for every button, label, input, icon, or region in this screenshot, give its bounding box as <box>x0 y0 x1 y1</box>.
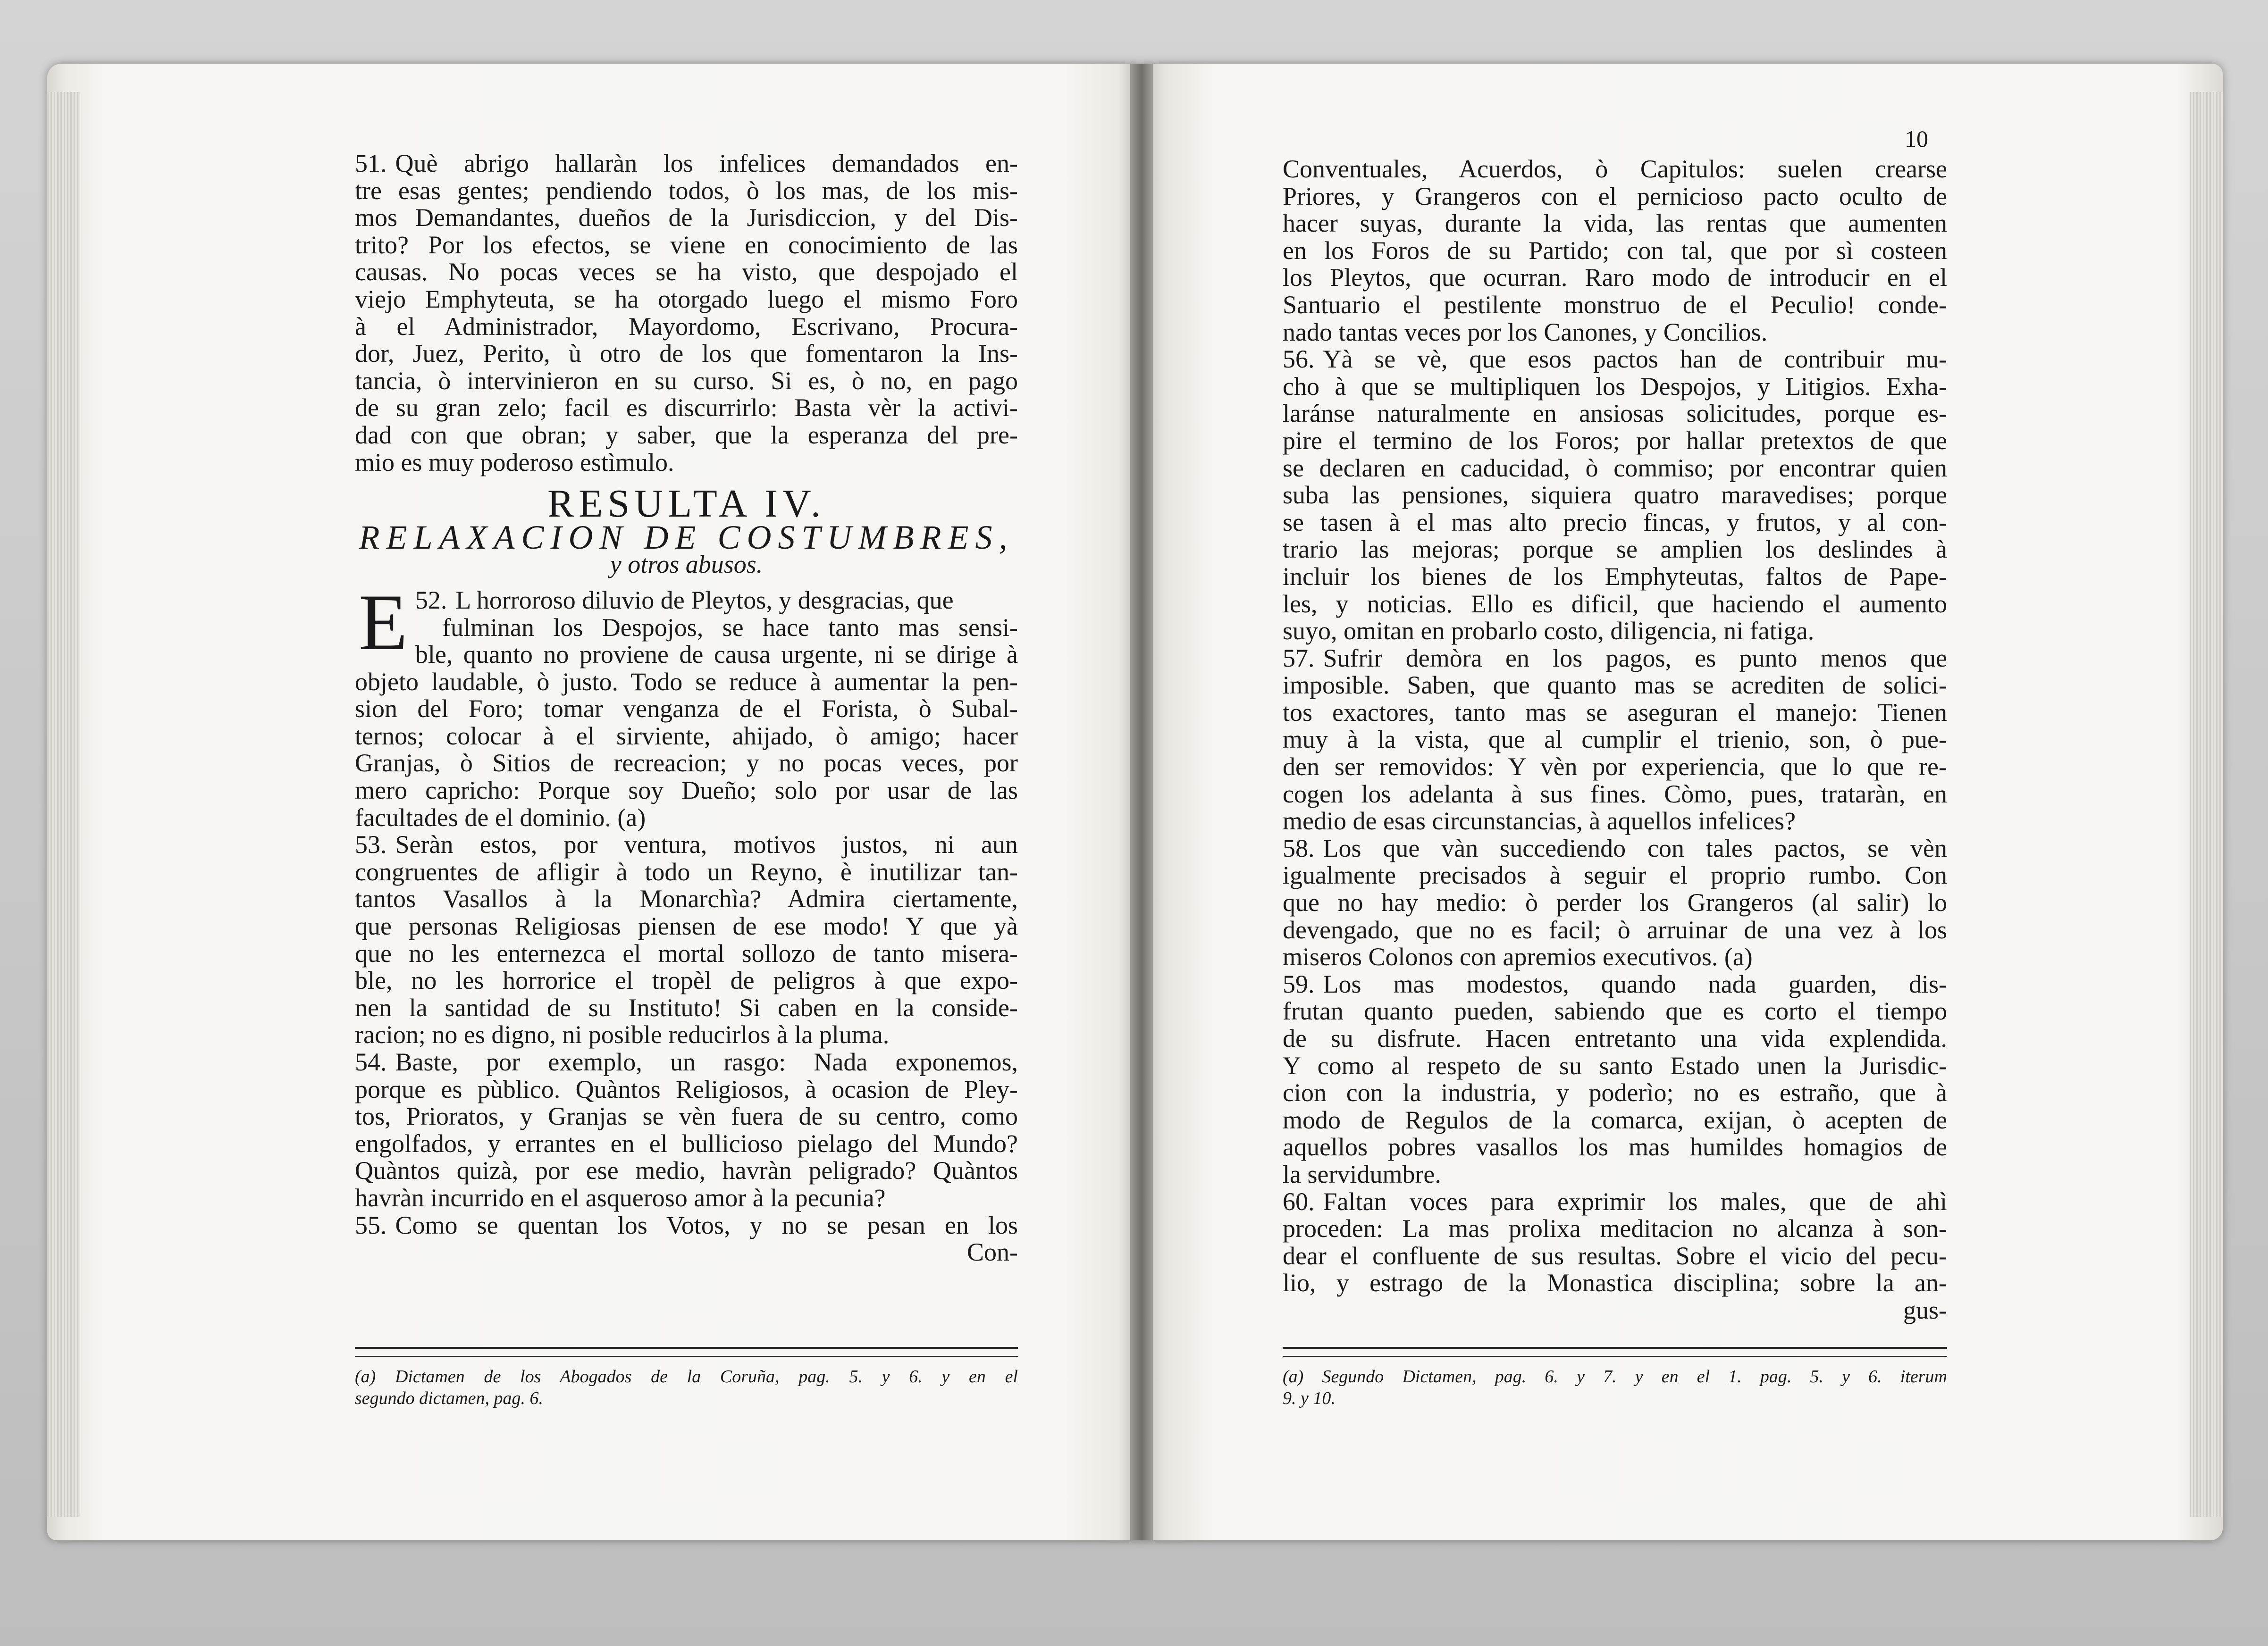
footnote-left <box>355 1366 1018 1409</box>
catchword: Con- <box>967 1238 1018 1267</box>
line: frutan quanto pueden, sabiendo que es corto el tiempo <box>1283 997 1947 1026</box>
line: los Pleytos, que ocurran. Raro modo de introducir en el <box>1283 263 1947 292</box>
line: nen la santidad de su Instituto! Si caben en la conside- <box>355 993 1018 1022</box>
line: tantos Vasallos à la Monarchìa? Admira ciertamente, <box>355 885 1018 913</box>
line: viejo Emphyteuta, se ha otorgado luego el mismo Foro <box>355 284 1018 313</box>
line: tancia, ò intervinieron en su curso. Si es, ò no, en pago <box>355 366 1018 395</box>
line: 55. Como se quentan los Votos, y no se pesan en los <box>355 1211 1018 1239</box>
line: 56. Yà se vè, que esos pactos han de contribuir mu- <box>1283 345 1947 374</box>
section-subheading: RELAXACION DE COSTUMBRES, <box>359 518 1014 556</box>
paragraph-52 <box>355 577 1018 832</box>
line: laránse naturalmente en ansiosas solicitudes, porque es- <box>1283 399 1947 428</box>
line: Priores, y Grangeros con el pernicioso pacto oculto de <box>1283 182 1947 210</box>
line: cion con la industria, y poderìo; no es estraño, que à <box>1283 1078 1947 1107</box>
footnote-rule-left <box>355 1347 1018 1357</box>
paragraph-number: 60. <box>1283 1187 1315 1216</box>
paragraph-number: 57. <box>1283 643 1315 672</box>
paragraph-54 <box>355 1049 1018 1212</box>
catchword: gus- <box>1903 1295 1947 1324</box>
line: en los Foros de su Partido; con tal, que por sì costeen <box>1283 236 1947 265</box>
line: mos Demandantes, dueños de la Jurisdiccion, y del Dis- <box>355 203 1018 232</box>
line: mero capricho: Porque soy Dueño; solo por usar de las <box>355 776 1018 805</box>
paragraph-60 <box>1283 1188 1947 1297</box>
line: miseros Colonos con apremios executivos. (a) <box>1283 943 1753 971</box>
line: Quàntos quizà, por ese medio, havràn peligrado? Quàntos <box>355 1156 1018 1185</box>
line: medio de esas circunstancias, à aquellos infelices? <box>1283 807 1796 836</box>
paragraph-number: 59. <box>1283 969 1315 998</box>
line: que no hay medio: ò perder los Grangeros (al salir) lo <box>1283 888 1947 917</box>
line: 54. Baste, por exemplo, un rasgo: Nada exponemos, <box>355 1048 1018 1076</box>
line: muy à la vista, que al cumplir el trienio, son, ò pue- <box>1283 725 1947 754</box>
line: Santuario el pestilente monstruo de el Peculio! conde- <box>1283 290 1947 319</box>
footnote-line: 9. y 10. <box>1283 1388 1336 1408</box>
line: trito? Por los efectos, se viene en conocimiento de las <box>355 230 1018 259</box>
right-fore-edge <box>2190 92 2223 1517</box>
line: aquellos pobres vasallos los mas humildes homagios de <box>1283 1133 1947 1161</box>
footnote-line: (a) Segundo Dictamen, pag. 6. y 7. y en el 1. pag. 5. y 6. iterum <box>1283 1367 1947 1387</box>
line: porque es pùblico. Quàntos Religiosos, à ocasion de Pley- <box>355 1075 1018 1103</box>
left-text-column <box>355 150 1018 1266</box>
paragraph-53 <box>355 831 1018 1049</box>
paragraph-55 <box>355 1212 1018 1239</box>
line: pire el termino de los Foros; por hallar pretextos de que <box>1283 426 1947 455</box>
book-gutter <box>1130 64 1153 1540</box>
line: havràn incurrido en el asqueroso amor à la pecunia? <box>355 1183 886 1212</box>
line: Granjas, ò Sitios de recreacion; y no pocas veces, por <box>355 749 1018 777</box>
paragraph-51 <box>355 150 1018 476</box>
line: 57. Sufrir demòra en los pagos, es punto menos que <box>1283 643 1947 672</box>
line: cogen los adelanta à sus fines. Còmo, pues, trataràn, en <box>1283 779 1947 808</box>
line: que personas Religiosas piensen de ese modo! Y que yà <box>355 912 1018 941</box>
section-heading: RESULTA IV. <box>547 482 825 526</box>
line: suyo, omitan en probarlo costo, diligencia, ni fatiga. <box>1283 617 1814 645</box>
continued-paragraph <box>1283 156 1947 346</box>
line: causas. No pocas veces se ha visto, que despojado el <box>355 258 1018 286</box>
line: ble, no les horrorice el tropèl de peligros à que expo- <box>355 966 1018 995</box>
line: congruentes de afligir à todo un Reyno, è inutilizar tan- <box>355 857 1018 886</box>
line: 60. Faltan voces para exprimir los males, que de ahì <box>1283 1187 1947 1216</box>
line: de su gran zelo; facil es discurrirlo: Basta vèr la activi- <box>355 393 1018 422</box>
line: sion del Foro; tomar venganza de el Forista, ò Subal- <box>355 694 1018 723</box>
paragraph-number: 51. <box>355 149 387 177</box>
line: 58. Los que vàn succediendo con tales pactos, se vèn <box>1283 834 1947 862</box>
line: dear el confluente de sus resultas. Sobre el vicio del pecu- <box>1283 1241 1947 1270</box>
line: proceden: La mas prolixa meditacion no alcanza à son- <box>1283 1214 1947 1243</box>
line: devengado, que no es facil; ò arruinar de una vez à los <box>1283 915 1947 944</box>
footnote-line: (a) Dictamen de los Abogados de la Coruña, pag. 5. y 6. y en el <box>355 1367 1018 1387</box>
line: modo de Regulos de la comarca, exijan, ò acepten de <box>1283 1105 1947 1134</box>
line: 53. Seràn estos, por ventura, motivos justos, ni aun <box>355 830 1018 859</box>
line: imposible. Saben, que quanto mas se acrediten de solici- <box>1283 671 1947 700</box>
paragraph-56 <box>1283 346 1947 645</box>
line: nado tantas veces por los Canones, y Concilios. <box>1283 318 1768 346</box>
line: lio, y estrago de la Monastica disciplina; sobre la an- <box>1283 1269 1947 1297</box>
paragraph-number: 54. <box>355 1048 387 1076</box>
line: mio es muy poderoso estìmulo. <box>355 448 674 476</box>
line: den ser removidos: Y vèn por experiencia, que lo que re- <box>1283 752 1947 781</box>
paragraph-number: 56. <box>1283 345 1315 374</box>
paragraph-57 <box>1283 645 1947 835</box>
line: objeto laudable, ò justo. Todo se reduce à aumentar la pen- <box>355 667 1018 696</box>
line: suba las pensiones, siquiera quatro maravedises; porque <box>1283 481 1947 510</box>
line: que no les enternezca el mortal sollozo de tanto misera- <box>355 939 1018 968</box>
line: 59. Los mas modestos, quando nada guarden, dis- <box>1283 969 1947 998</box>
line: 51. Què abrigo hallaràn los infelices demandados en- <box>355 149 1018 177</box>
line: ternos; colocar à el sirviente, ahijado, ò amigo; hacer <box>355 721 1018 750</box>
line: trario las mejoras; porque se amplien los deslindes à <box>1283 535 1947 564</box>
right-text-column <box>1283 156 1947 1324</box>
line: Y como al respeto de su santo Estado unen la Jurisdic- <box>1283 1051 1947 1080</box>
line: engolfados, y errantes en el bullicioso pielago del Mundo? <box>355 1129 1018 1158</box>
line: se tasen à el mas alto precio fincas, y frutos, y al con- <box>1283 508 1947 536</box>
line: la servidumbre. <box>1283 1160 1441 1188</box>
paragraph-number: 53. <box>355 830 387 859</box>
line: Conventuales, Acuerdos, ò Capitulos: suelen crearse <box>1283 155 1947 183</box>
paragraph-58 <box>1283 835 1947 971</box>
line: facultades de el dominio. (a) <box>355 803 646 832</box>
line: tos exactores, tanto mas se aseguran el manejo: Tienen <box>1283 698 1947 727</box>
line: dor, Juez, Perito, ù otro de los que fomentaron la Ins- <box>355 339 1018 368</box>
line: racion; no es digno, ni posible reducirlos à la pluma. <box>355 1020 890 1049</box>
line: dad con que obran; y saber, que la esperanza del pre- <box>355 420 1018 449</box>
drop-cap: E <box>359 577 408 667</box>
line: igualmente precisados à seguir el proprio rumbo. Con <box>1283 861 1947 890</box>
footnote-rule-right <box>1283 1347 1947 1357</box>
footnote-right <box>1283 1366 1947 1409</box>
paragraph-number: 55. <box>355 1211 387 1239</box>
paragraph-number: 52. <box>415 585 447 614</box>
paragraph-59 <box>1283 971 1947 1188</box>
line: tre esas gentes; pendiendo todos, ò los mas, de los mis- <box>355 176 1018 205</box>
line: tos, Prioratos, y Granjas se vèn fuera de su centro, como <box>355 1102 1018 1131</box>
line: 52. E L horroroso diluvio de Pleytos, y desgracias, que <box>359 577 954 667</box>
line: les, y noticias. Ello es dificil, que haciendo el aumento <box>1283 589 1947 618</box>
line: à el Administrador, Mayordomo, Escrivano, Procura- <box>355 312 1018 341</box>
line: fulminan los Despojos, se hace tanto mas sensi- <box>442 613 1018 642</box>
line: ble, quanto no proviene de causa urgente, ni se dirige à <box>415 640 1018 669</box>
section-subheading-2: y otros abusos. <box>610 550 763 579</box>
page-number: 10 <box>1905 125 1928 152</box>
line: hacer suyas, durante la vida, las rentas que aumenten <box>1283 209 1947 238</box>
line: se declaren en caducidad, ò commiso; por encontrar quien <box>1283 453 1947 482</box>
footnote-line: segundo dictamen, pag. 6. <box>355 1388 543 1408</box>
paragraph-number: 58. <box>1283 834 1315 862</box>
line: de su disfrute. Hacen entretanto una vida explendida. <box>1283 1024 1947 1053</box>
left-fore-edge <box>47 92 80 1517</box>
line: incluir los bienes de los Emphyteutas, faltos de Pape- <box>1283 562 1947 591</box>
line: cho à que se multipliquen los Despojos, y Litigios. Exha- <box>1283 372 1947 401</box>
